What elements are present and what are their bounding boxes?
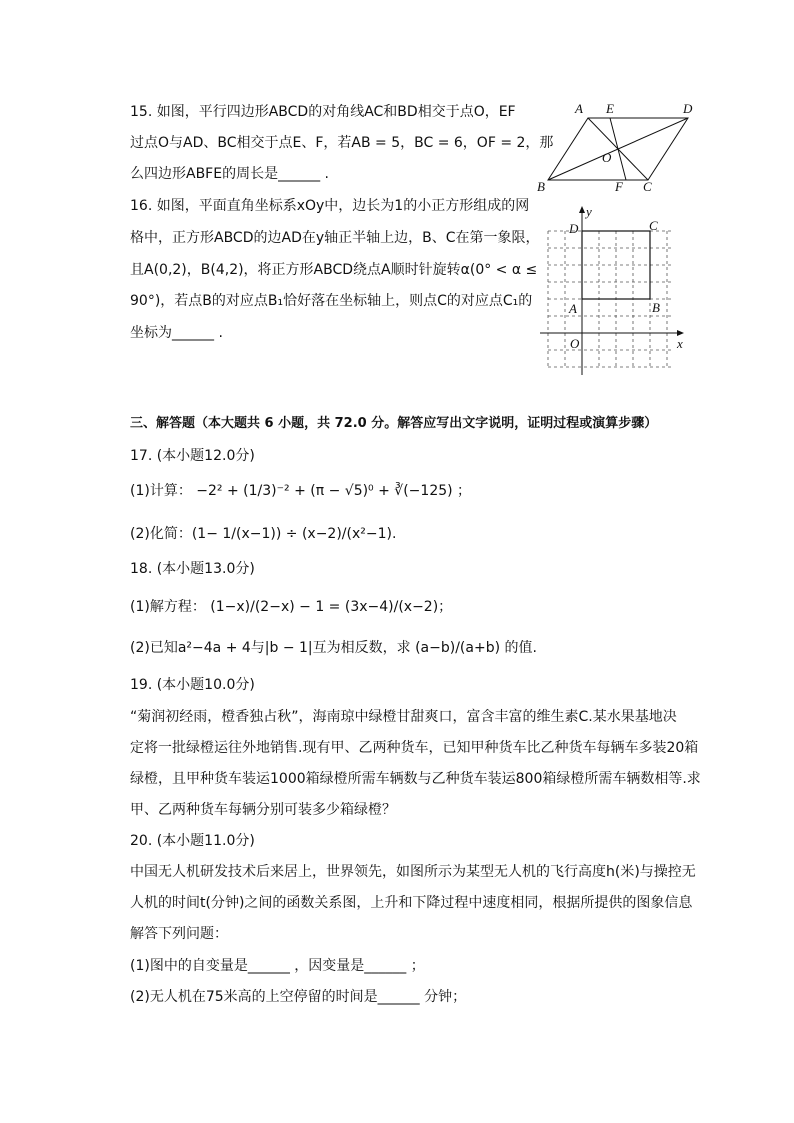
label-o: O <box>602 150 612 165</box>
q19-line-2: 定将一批绿橙运往外地销售.现有甲、乙两种货车，已知甲种货车比乙种货车每辆车多装20箱 <box>130 740 699 756</box>
q16-line-2: 格中，正方形ABCD的边AD在y轴正半轴上边，B、C在第一象限， <box>130 230 540 246</box>
label-o: O <box>570 336 580 351</box>
label-d: D <box>683 101 693 116</box>
label-a: A <box>569 301 577 316</box>
segment-ef <box>610 118 626 180</box>
label-d: D <box>569 221 579 236</box>
q15-line-3: 么四边形ABFE的周长是______ . <box>130 166 329 182</box>
y-axis-arrow <box>579 206 585 213</box>
q15-line-1: 15. 如图，平行四边形ABCD的对角线AC和BD相交于点O，EF <box>130 104 516 120</box>
label-y: y <box>586 204 592 219</box>
q20-line-3: 解答下列问题： <box>130 926 228 942</box>
parallelogram-figure <box>533 100 703 195</box>
section-3-heading: 三、解答题（本大题共 6 小题，共 72.0 分。解答应写出文字说明，证明过程或演算步骤） <box>130 416 658 431</box>
q16-line-1: 16. 如图，平面直角坐标系xOy中，边长为1的小正方形组成的网 <box>130 198 530 214</box>
q19-line-3: 绿橙，且甲种货车装运1000箱绿橙所需车辆数与乙种货车装运800箱绿橙所需车辆数相等.求 <box>130 771 701 787</box>
label-c: C <box>643 179 652 194</box>
q17-part-2: (2)化简：(1− 1/(x−1)) ÷ (x−2)/(x²−1). <box>130 526 397 542</box>
label-b: B <box>537 179 545 194</box>
q18-part-2: (2)已知a²−4a + 4与|b − 1|互为相反数，求 (a−b)/(a+b) 的值. <box>130 640 537 656</box>
q18-part-1: (1)解方程： (1−x)/(2−x) − 1 = (3x−4)/(x−2)； <box>130 599 453 615</box>
grid-figure <box>540 200 690 375</box>
q20-title: 20. (本小题11.0分) <box>130 833 255 849</box>
q20-line-1: 中国无人机研发技术后来居上，世界领先，如图所示为某型无人机的飞行高度h(米)与操控无 <box>130 864 696 880</box>
label-f: F <box>615 179 623 194</box>
q20-line-5: (2)无人机在75米高的上空停留的时间是______ 分钟； <box>130 989 467 1005</box>
q17-part-1: (1)计算： −2² + (1/3)⁻² + (π − √5)⁰ + ∛(−125) ； <box>130 483 472 499</box>
q20-line-4: (1)图中的自变量是______ ，因变量是______ ； <box>130 958 425 974</box>
q15-line-2: 过点O与AD、BC相交于点E、F，若AB = 5，BC = 6，OF = 2，那 <box>130 135 554 151</box>
q18-title: 18. (本小题13.0分) <box>130 561 255 577</box>
label-a: A <box>575 101 583 116</box>
q19-line-1: “菊润初经雨，橙香独占秋”，海南琼中绿橙甘甜爽口，富含丰富的维生素C.某水果基地决 <box>130 709 677 725</box>
label-b: B <box>652 300 660 315</box>
q16-line-5: 坐标为______ . <box>130 325 223 341</box>
q16-line-4: 90°)，若点B的对应点B₁恰好落在坐标轴上，则点C的对应点C₁的 <box>130 293 533 309</box>
q19-line-4: 甲、乙两种货车每辆分别可装多少箱绿橙？ <box>130 802 396 818</box>
q19-title: 19. (本小题10.0分) <box>130 677 255 693</box>
q16-line-3: 且A(0,2)，B(4,2)，将正方形ABCD绕点A顺时针旋转α(0° < α ≤ <box>130 262 538 278</box>
label-c: C <box>649 218 658 233</box>
q20-line-2: 人机的时间t(分钟)之间的函数关系图，上升和下降过程中速度相同，根据所提供的图象信息 <box>130 895 693 911</box>
label-x: x <box>677 336 683 351</box>
label-e: E <box>606 101 614 116</box>
q17-title: 17. (本小题12.0分) <box>130 448 255 464</box>
